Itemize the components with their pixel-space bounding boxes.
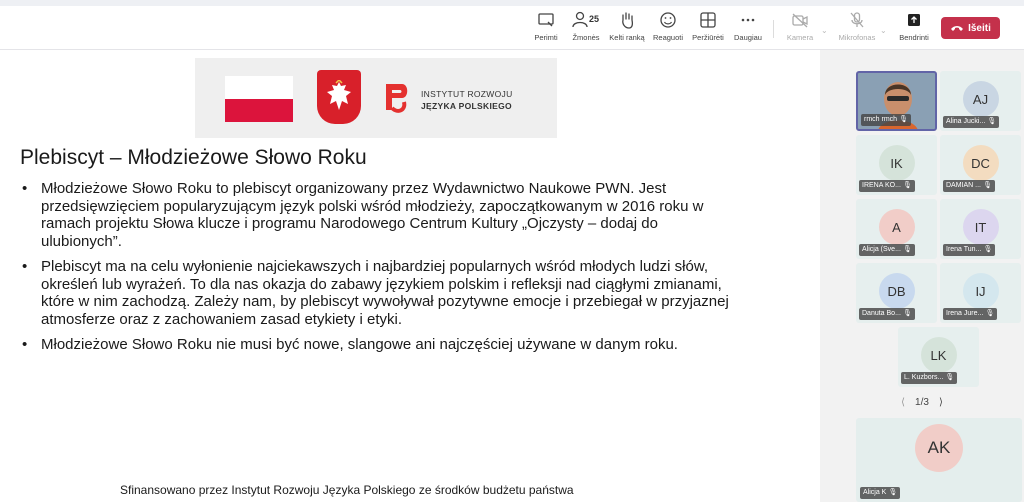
mic-muted-icon: 🎙 — [903, 310, 912, 317]
leave-label: Išeiti — [968, 22, 991, 34]
avatar: DB — [879, 273, 915, 309]
participant-name-tag — [859, 244, 915, 256]
toolbar-label: Žmonės — [572, 33, 600, 42]
view-button[interactable] — [686, 10, 730, 42]
page-indicator: 1/3 — [915, 396, 929, 408]
toolbar-label: Perimti — [534, 33, 558, 42]
participant-name-tag — [861, 114, 911, 126]
raise-hand-icon — [617, 10, 637, 30]
irjp-logo-icon — [382, 80, 412, 116]
participant-name: L. Kuzbors... — [904, 374, 944, 381]
irjp-logo-text — [421, 88, 513, 112]
react-button[interactable] — [646, 10, 690, 42]
participant-name: Danuta Bo... — [862, 310, 901, 317]
mic-muted-icon: 🎙 — [888, 489, 898, 496]
phone-hangup-icon — [950, 23, 964, 33]
participant-name: Alicja (Sve... — [862, 246, 901, 253]
participant-name: IRENA KO... — [862, 182, 901, 189]
participant-name-tag — [943, 180, 995, 192]
participant-name: Alina Jucki... — [946, 118, 986, 125]
camera-options-chevron-icon[interactable]: ⌄ — [821, 26, 828, 35]
participant-name: Irena Tun... — [946, 246, 982, 253]
participants-panel — [820, 50, 1024, 502]
share-screen-button[interactable] — [524, 10, 568, 42]
people-icon — [570, 10, 602, 30]
avatar: A — [879, 209, 915, 245]
toolbar-divider — [773, 20, 774, 38]
avatar: IK — [879, 145, 915, 181]
toolbar-label: Mikrofonas — [838, 33, 876, 42]
share-button[interactable] — [892, 10, 936, 42]
participant-name-tag — [859, 308, 915, 320]
avatar: LK — [921, 337, 957, 373]
toolbar-label: Kamera — [786, 33, 814, 42]
toolbar-label: Kelti ranką — [609, 33, 645, 42]
toolbar-label: Reaguoti — [652, 33, 684, 42]
share-tray-icon — [904, 10, 924, 30]
meeting-toolbar — [0, 6, 1024, 50]
toolbar-label: Daugiau — [734, 33, 762, 42]
participant-tile[interactable] — [898, 327, 979, 387]
participant-name-tag — [943, 116, 999, 128]
avatar: IT — [963, 209, 999, 245]
participant-tile[interactable] — [856, 263, 937, 323]
polish-flag-icon — [225, 76, 293, 122]
logo-line-2: JĘZYKA POLSKIEGO — [421, 101, 512, 111]
mic-muted-icon: 🎙 — [987, 118, 997, 125]
share-screen-icon — [536, 10, 556, 30]
participant-name: DAMIAN ... — [946, 182, 982, 189]
mic-muted-icon: 🎙 — [983, 182, 993, 189]
avatar: DC — [963, 145, 999, 181]
participant-name-tag — [860, 487, 900, 499]
mic-muted-icon: 🎙 — [945, 374, 955, 381]
leave-button[interactable] — [941, 17, 1000, 39]
people-count: 25 — [589, 14, 600, 24]
mic-off-icon — [847, 10, 867, 30]
participant-name-tag — [901, 372, 957, 384]
mic-muted-icon: 🎙 — [983, 246, 993, 253]
participant-tile[interactable] — [940, 263, 1021, 323]
participant-tile[interactable] — [856, 199, 937, 259]
toolbar-label: Peržiūrėti — [692, 33, 724, 42]
participant-name-tag — [859, 180, 915, 192]
layout-grid-icon — [698, 10, 718, 30]
participant-tile-self[interactable] — [856, 71, 937, 131]
avatar: AJ — [963, 81, 999, 117]
toolbar-label: Bendrinti — [899, 33, 929, 42]
participant-name: Irena Jure... — [946, 310, 984, 317]
gallery-pager — [820, 394, 1024, 410]
raise-hand-button[interactable] — [605, 10, 649, 42]
mic-options-chevron-icon[interactable]: ⌄ — [880, 26, 887, 35]
bullet-item: • Młodzieżowe Słowo Roku nie musi być nowe, slangowe ani najczęściej używane w danym roku. — [20, 336, 740, 354]
participant-tile[interactable] — [940, 135, 1021, 195]
avatar: AK — [915, 424, 963, 472]
slide-footer-note: Sfinansowano przez Instytut Rozwoju Języka Polskiego ze środków budżetu państwa — [120, 483, 574, 497]
smiley-icon — [658, 10, 678, 30]
bullet-item: • Plebiscyt ma na celu wyłonienie najciekawszych i najbardziej popularnych wśród młodych ludzi słów, określeń lub wyrażeń. To dla nas okazja do zabawy językiem polskim i refleksji nad ciągłymi zmianami, które w nim zachodzą. Zależy nam, by plebiscyt wywoływał pozytywne emocje i przebiegał w przyjaznej atmosferze oraz z zachowaniem zasad etykiety i etyki. — [20, 258, 740, 328]
next-page-chevron-icon[interactable]: ⟩ — [938, 396, 943, 408]
participant-name: Alicja K — [863, 489, 887, 496]
shared-slide — [0, 50, 820, 502]
spotlight-participant-tile[interactable] — [856, 418, 1022, 502]
logo-band — [195, 58, 557, 138]
mic-muted-icon: 🎙 — [903, 182, 912, 189]
microphone-button[interactable] — [835, 10, 879, 42]
camera-button[interactable] — [778, 10, 822, 42]
polish-eagle-emblem-icon — [317, 70, 361, 124]
more-button[interactable] — [726, 10, 770, 42]
camera-off-icon — [790, 10, 810, 30]
bullet-list — [20, 180, 740, 362]
people-button[interactable] — [564, 10, 608, 42]
mic-muted-icon: 🎙 — [985, 310, 995, 317]
participant-name: rmch rmch — [864, 116, 898, 123]
bullet-item: • Młodzieżowe Słowo Roku to plebiscyt organizowany przez Wydawnictwo Naukowe PWN. Jest przedsięwzięciem popularyzującym język polski wśród młodzieży, zapoczątkowanym w 2016 roku w ramach projektu Słowa klucze i programu Narodowego Centrum Kultury „Ojczysty – dodaj do ulubionych”. — [20, 180, 740, 250]
participant-tile[interactable] — [940, 71, 1021, 131]
mic-muted-icon: 🎙 — [899, 116, 909, 123]
avatar: IJ — [963, 273, 999, 309]
mic-muted-icon: 🎙 — [903, 246, 912, 253]
logo-line-1: INSTYTUT ROZWOJU — [421, 89, 513, 99]
participant-name-tag — [943, 308, 997, 320]
prev-page-chevron-icon[interactable]: ⟨ — [901, 396, 906, 408]
more-dots-icon — [738, 10, 758, 30]
participant-name-tag — [943, 244, 995, 256]
slide-title: Plebiscyt – Młodzieżowe Słowo Roku — [20, 146, 367, 169]
participant-tile[interactable] — [940, 199, 1021, 259]
participant-tile[interactable] — [856, 135, 937, 195]
